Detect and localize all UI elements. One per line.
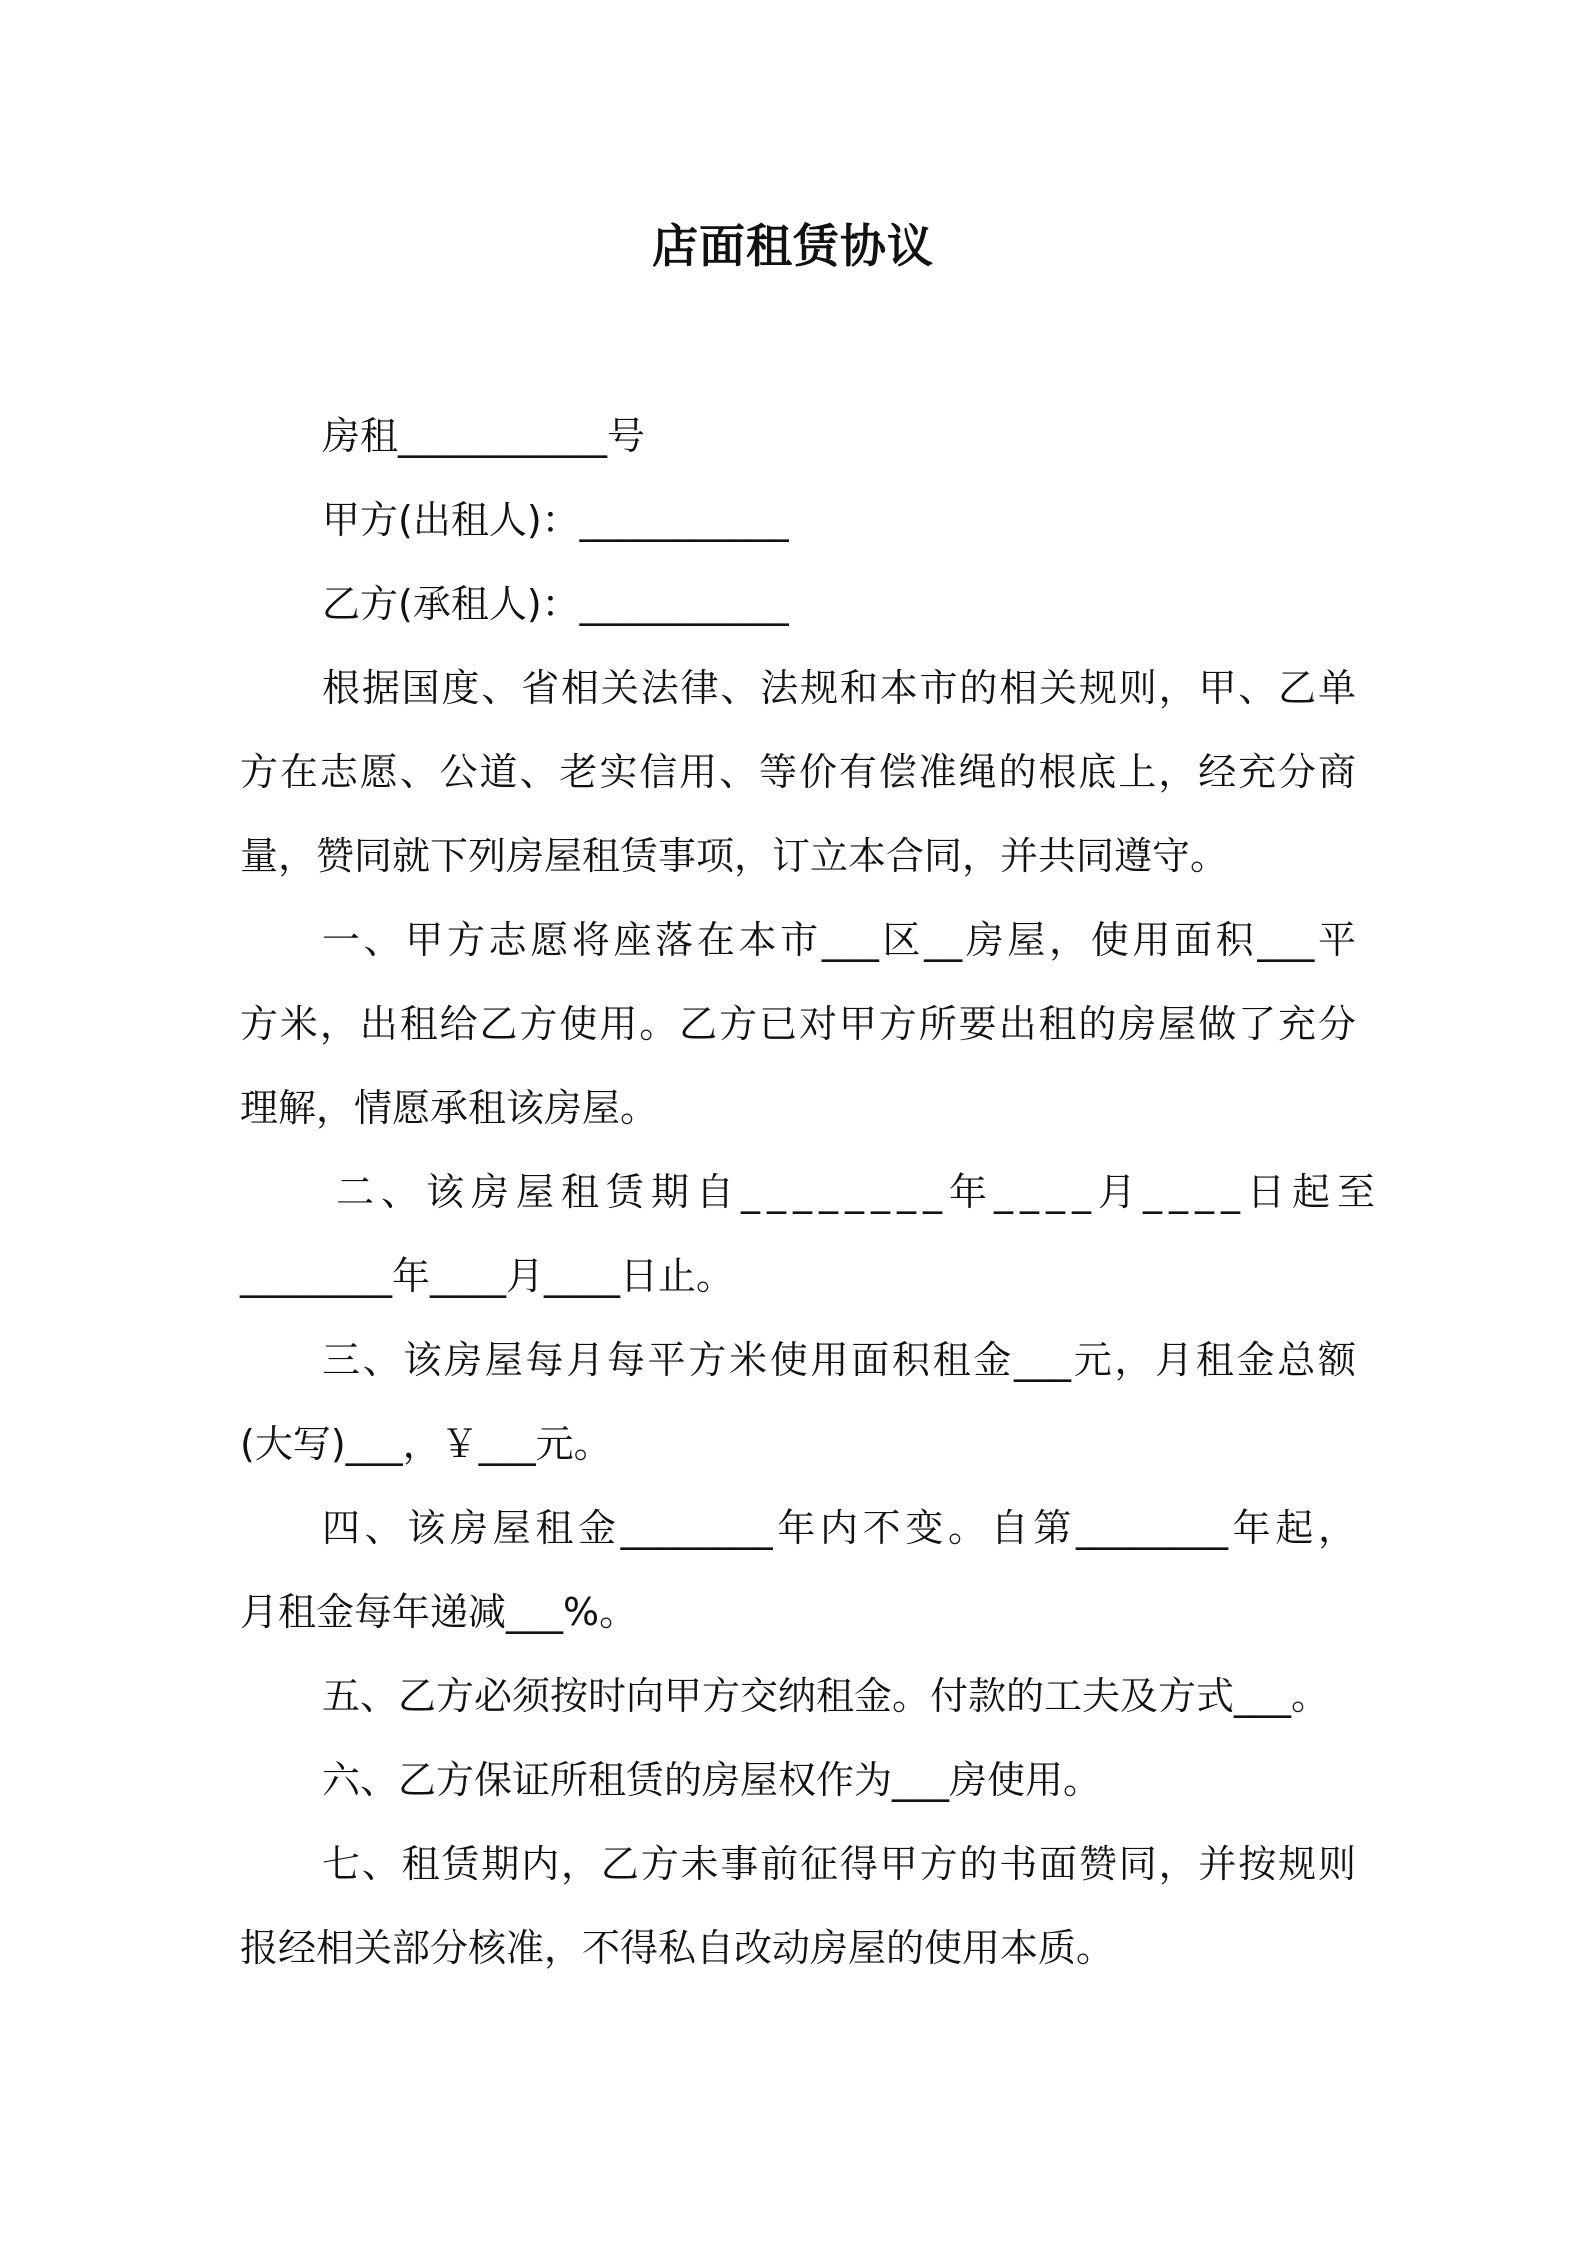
preamble-line-2: 方在志愿、公道、老实信用、等价有偿准绳的根底上，经充分商 <box>240 750 1356 794</box>
clause-7-line-2: 报经相关部分核准，不得私自改动房屋的使用本质。 <box>240 1926 1115 1970</box>
clause-2-line-1: 二、该房屋租赁期自________年____月____日起至 <box>336 1170 1383 1214</box>
preamble-line-3: 量，赞同就下列房屋租赁事项，订立本合同，并共同遵守。 <box>240 834 1229 878</box>
clause-3-line-1: 三、该房屋每月每平方米使用面积租金___元，月租金总额 <box>322 1338 1356 1382</box>
clause-1-line-3: 理解，情愿承租该房屋。 <box>240 1086 659 1130</box>
clause-3-line-2: (大写)___，￥___元。 <box>240 1422 612 1466</box>
clause-7-line-1: 七、租赁期内，乙方未事前征得甲方的书面赞同，并按规则 <box>322 1842 1356 1886</box>
clause-5-line: 五、乙方必须按时向甲方交纳租金。付款的工夫及方式___。 <box>322 1674 1330 1718</box>
clause-1-line-1: 一、甲方志愿将座落在本市___区__房屋，使用面积___平 <box>322 918 1356 962</box>
clause-4-line-2: 月租金每年递减___%。 <box>240 1590 638 1634</box>
clause-2-line-2: ________年____月____日止。 <box>240 1254 735 1298</box>
party-a-line: 甲方(出租人)：___________ <box>322 498 789 542</box>
clause-1-line-2: 方米，出租给乙方使用。乙方已对甲方所要出租的房屋做了充分 <box>240 1002 1356 1046</box>
rent-number-line: 房租___________号 <box>322 414 646 458</box>
preamble-line-1: 根据国度、省相关法律、法规和本市的相关规则，甲、乙单 <box>322 666 1356 710</box>
clause-6-line: 六、乙方保证所租赁的房屋权作为___房使用。 <box>322 1758 1102 1802</box>
party-b-line: 乙方(承租人)：___________ <box>322 582 789 626</box>
clause-4-line-1: 四、该房屋租金________年内不变。自第________年起， <box>322 1506 1356 1550</box>
document-title: 店面租赁协议 <box>652 219 934 273</box>
